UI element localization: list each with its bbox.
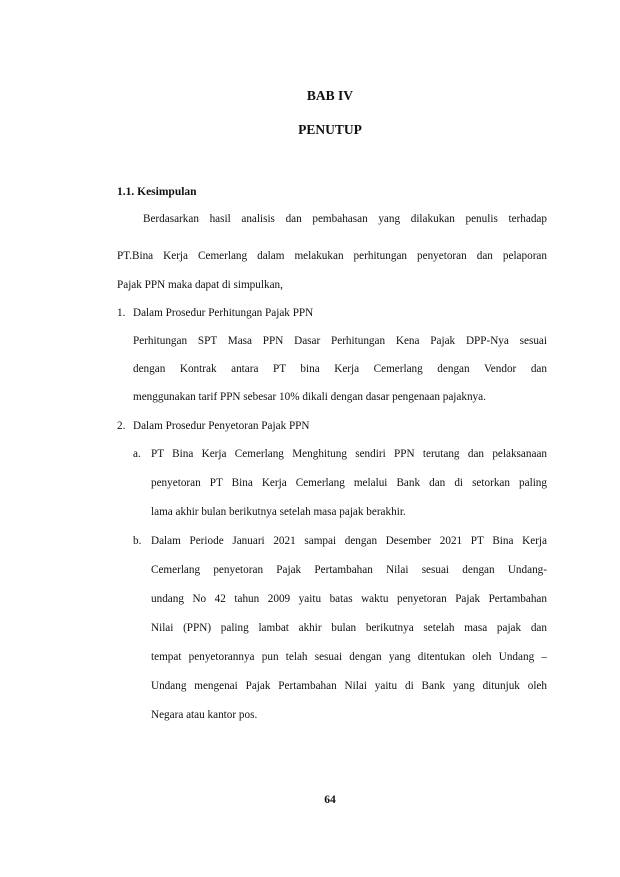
item2b-line-2: Cemerlang penyetoran Pajak Pertambahan Nilai sesuai dengan Undang-: [151, 564, 547, 576]
chapter-title: BAB IV: [306, 88, 354, 103]
page-number: 64: [324, 794, 336, 806]
intro-line-2: PT.Bina Kerja Cemerlang dalam melakukan perhitungan penyetoran dan pelaporan: [117, 250, 547, 262]
item2b-line-4: Nilai (PPN) paling lambat akhir bulan berikutnya setelah masa pajak dan: [151, 622, 547, 634]
item2b-line-3: undang No 42 tahun 2009 yaitu batas waktu penyetoran Pajak Pertambahan: [151, 593, 547, 605]
item1-title: Dalam Prosedur Perhitungan Pajak PPN: [133, 307, 314, 319]
item2a-marker: a.: [133, 448, 141, 460]
intro-line-1: Berdasarkan hasil analisis dan pembahasan yang dilakukan penulis terhadap: [143, 213, 547, 225]
item2a-line-3: lama akhir bulan berikutnya setelah masa pajak berakhir.: [151, 506, 406, 518]
item2b-line-6: Undang mengenai Pajak Pertambahan Nilai yaitu di Bank yang ditunjuk oleh: [151, 680, 547, 692]
item2b-marker: b.: [133, 535, 142, 547]
item1-line-1: Perhitungan SPT Masa PPN Dasar Perhitungan Kena Pajak DPP-Nya sesuai: [133, 335, 547, 347]
item1-line-3: menggunakan tarif PPN sebesar 10% dikali dengan dasar pengenaan pajaknya.: [133, 391, 486, 403]
item2b-line-1: Dalam Periode Januari 2021 sampai dengan Desember 2021 PT Bina Kerja: [151, 535, 547, 547]
item2b-line-5: tempat penyetorannya pun telah sesuai dengan yang ditentukan oleh Undang –: [151, 651, 547, 663]
item2-title: Dalam Prosedur Penyetoran Pajak PPN: [133, 420, 310, 432]
item1-marker: 1.: [117, 307, 126, 319]
item2a-line-1: PT Bina Kerja Cemerlang Menghitung sendiri PPN terutang dan pelaksanaan: [151, 448, 547, 460]
item1-line-2: dengan Kontrak antara PT bina Kerja Cemerlang dengan Vendor dan: [133, 363, 547, 375]
intro-line-3: Pajak PPN maka dapat di simpulkan,: [117, 279, 283, 291]
chapter-subtitle: PENUTUP: [298, 122, 362, 137]
item2-marker: 2.: [117, 420, 126, 432]
item2b-line-7: Negara atau kantor pos.: [151, 709, 258, 721]
section-heading: 1.1. Kesimpulan: [117, 186, 197, 198]
item2a-line-2: penyetoran PT Bina Kerja Cemerlang melalui Bank dan di setorkan paling: [151, 477, 547, 489]
